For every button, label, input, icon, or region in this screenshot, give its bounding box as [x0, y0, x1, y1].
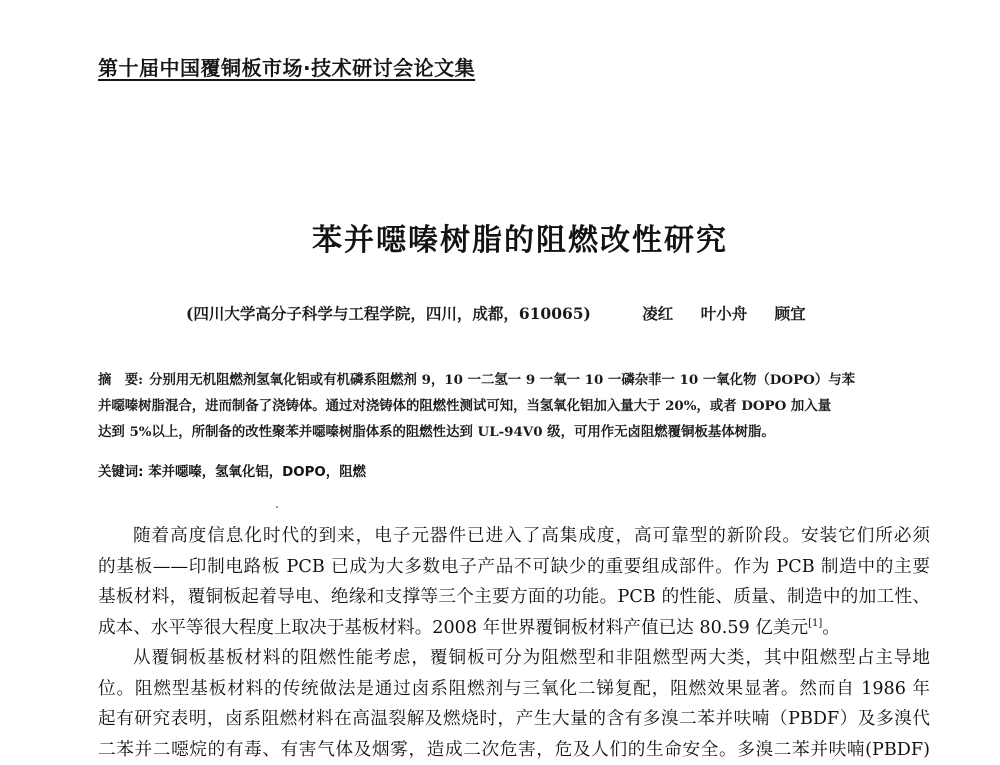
p1-line-2: 的基板——印制电路板 PCB 已成为大多数电子产品不可缺少的重要组成部件。作为 PCB 制造中的主要: [98, 552, 930, 583]
p1-line-4-text: 成本、水平等很大程度上取决于基板材料。2008 年世界覆铜板材料产值已达 80.59 亿美元: [98, 618, 808, 638]
p1-line-3: 基板材料，覆铜板起着导电、绝缘和支撑等三个主要方面的功能。PCB 的性能、质量、制造中的加工性、: [98, 582, 930, 613]
p2-line-1: 从覆铜板基板材料的阻燃性能考虑，覆铜板可分为阻燃型和非阻燃型两大类，其中阻燃型占主导地: [98, 643, 930, 674]
running-header: 第十届中国覆铜板市场·技术研讨会论文集: [98, 52, 475, 81]
abstract-line-3: 达到 5%以上，所制备的改性聚苯并噁嗪树脂体系的阻燃性达到 UL-94V0 级，可用作无卤阻燃覆铜板基体树脂。: [98, 419, 930, 445]
p2-line-4: 二苯并二噁烷的有毒、有害气体及烟雾，造成二次危害，危及人们的生命安全。多溴二苯并呋喃(PBDF): [98, 735, 930, 765]
abstract-label: 摘 要:: [98, 372, 143, 388]
authors: [642, 304, 827, 323]
p1-line-4: [98, 613, 930, 644]
affiliation: (四川大学高分子科学与工程学院，四川，成都，610065): [186, 304, 591, 323]
keywords-label: 关键词:: [98, 465, 144, 480]
scan-speck: [276, 506, 278, 508]
p1-end: 。: [822, 618, 840, 638]
author-1: 凌红: [642, 304, 673, 323]
author-3: 顾宜: [775, 304, 806, 323]
paper-title: 苯并噁嗪树脂的阻燃改性研究: [0, 215, 1000, 259]
p1-line-1: 随着高度信息化时代的到来，电子元器件已进入了高集成度，高可靠型的新阶段。安装它们所必须: [98, 521, 930, 552]
citation-1: [1]: [808, 618, 822, 629]
abstract-text-1: 分别用无机阻燃剂氢氧化铝或有机磷系阻燃剂 9，10 一二氢一 9 一氧一 10 一磷杂菲一 10 一氧化物（DOPO）与苯: [149, 372, 855, 388]
abstract-line-2: 并噁嗪树脂混合，进而制备了浇铸体。通过对浇铸体的阻燃性测试可知，当氢氧化铝加入量大于 20%，或者 DOPO 加入量: [98, 393, 930, 419]
affiliation-authors-line: [186, 302, 828, 324]
abstract: [98, 367, 930, 445]
author-2: 叶小舟: [701, 304, 748, 323]
abstract-line-1: [98, 367, 930, 393]
body-text: [98, 521, 930, 765]
keywords: [98, 461, 366, 480]
keywords-text: 苯并噁嗪，氢氧化铝，DOPO，阻燃: [148, 465, 366, 480]
p2-line-2: 位。阻燃型基板材料的传统做法是通过卤系阻燃剂与三氧化二锑复配，阻燃效果显著。然而自 1986 年: [98, 674, 930, 705]
p2-line-3: 起有研究表明，卤系阻燃材料在高温裂解及燃烧时，产生大量的含有多溴二苯并呋喃（PBDF）及多溴代: [98, 704, 930, 735]
